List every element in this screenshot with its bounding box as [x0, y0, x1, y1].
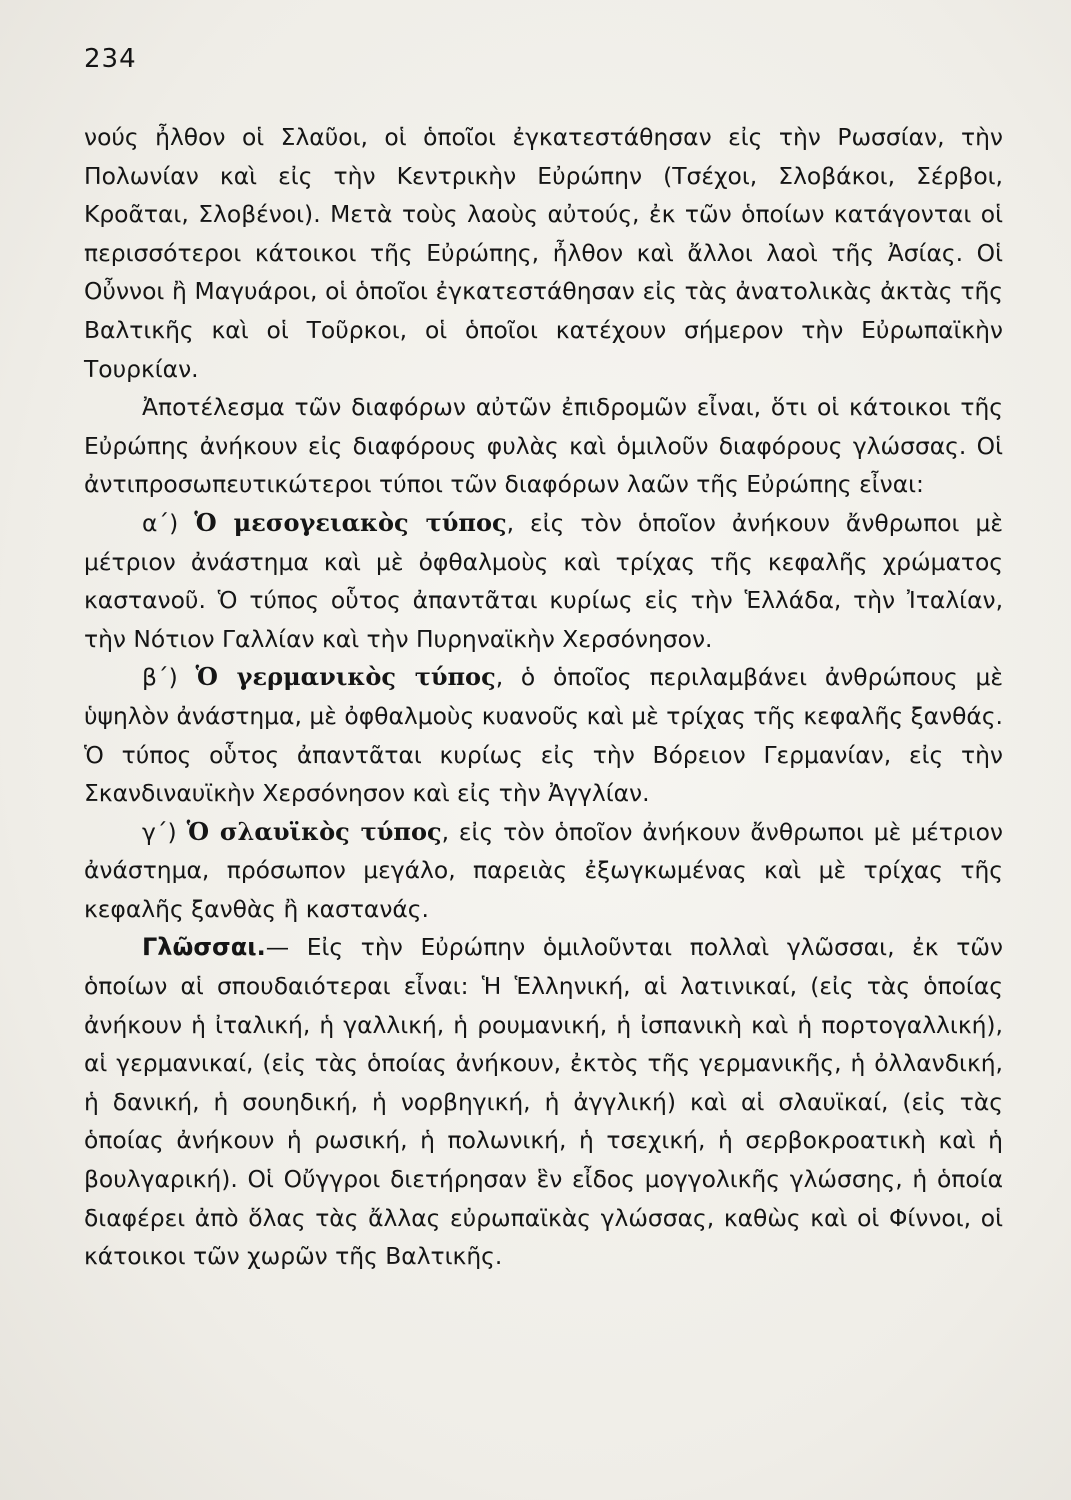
slavic-type-title: Ὁ σλαυϊκὸς τύπος	[186, 816, 442, 846]
paragraph-germanic-type	[84, 658, 1003, 812]
paragraph-languages	[84, 928, 1003, 1275]
germanic-type-title: Ὁ γερμανικὸς τύπος	[195, 662, 496, 692]
paragraph-result: Ἀποτέλεσμα τῶν διαφόρων αὐτῶν ἐπιδρομῶν εἶναι, ὅτι οἱ κάτοικοι τῆς Εὐρώπης ἀνήκουν εἰς διαφόρους φυλὰς καὶ ὁμιλοῦν διαφόρους γλώσσας. Οἱ ἀντιπροσωπευτικώτεροι τύποι τῶν διαφόρων λαῶν τῆς Εὐρώπης εἶναι:	[84, 393, 1003, 499]
languages-heading: Γλῶσσαι.	[142, 933, 266, 962]
languages-text: — Εἰς τὴν Εὐρώπην ὁμιλοῦνται πολλαὶ γλῶσσαι, ἐκ τῶν ὁποίων αἱ σπουδαιότεραι εἶναι: Ἡ Ἑλληνική, αἱ λατινικαί, (εἰς τὰς ὁποίας ἀνήκουν ἡ ἰταλική, ἡ γαλλική, ἡ ρουμανική, ἡ ἰσπανικὴ καὶ ἡ πορτογαλλική), αἱ γερμανικαί, (εἰς τὰς ὁποίας ἀνήκουν, ἐκτὸς τῆς γερμανικῆς, ἡ ὀλλανδική, ἡ δανική, ἡ σουηδική, ἡ νορβηγική, ἡ ἀγγλική) καὶ αἱ σλαυϊκαί, (εἰς τὰς ὁποίας ἀνήκουν ἡ ρωσική, ἡ πολωνική, ἡ τσεχική, ἡ σερβοκροατικὴ καὶ ἡ βουλγαρική). Οἱ Οὔγγροι διετήρησαν ἓν εἶδος μογγολικῆς γλώσσης, ἡ ὁποία διαφέρει ἀπὸ ὅλας τὰς ἄλλας εὐρωπαϊκὰς γλώσσας, καθὼς καὶ οἱ Φίννοι, οἱ κάτοικοι τῶν χωρῶν τῆς Βαλτικῆς.	[84, 933, 1003, 1271]
paragraph-invasions: νούς ἦλθον οἱ Σλαῦοι, οἱ ὁποῖοι ἐγκατεστάθησαν εἰς τὴν Ρωσσίαν, τὴν Πολωνίαν καὶ εἰς τὴν Κεντρικὴν Εὐρώπην (Τσέχοι, Σλοβάκοι, Σέρβοι, Κροᾶται, Σλοβένοι). Μετὰ τοὺς λαοὺς αὐτούς, ἐκ τῶν ὁποίων κατάγονται οἱ περισσότεροι κάτοικοι τῆς Εὐρώπης, ἦλθον καὶ ἄλλοι λαοὶ τῆς Ἀσίας. Οἱ Οὖννοι ἢ Μαγυάροι, οἱ ὁποῖοι ἐγκατεστάθησαν εἰς τὰς ἀνατολικὰς ἀκτὰς τῆς Βαλτικῆς καὶ οἱ Τοῦρκοι, οἱ ὁποῖοι κατέχουν σήμερον τὴν Εὐρωπαϊκὴν Τουρκίαν.	[84, 123, 1003, 383]
paragraph-mediterranean-type	[84, 504, 1003, 658]
item-label-b: β΄)	[142, 663, 178, 692]
item-label-a: α΄)	[142, 508, 179, 537]
mediterranean-type-title: Ὁ μεσογειακὸς τύπος	[194, 507, 507, 537]
body-text	[84, 118, 1003, 1276]
page-number: 234	[84, 44, 137, 74]
slavic-type-text: , εἰς τὸν ὁποῖον ἀνήκουν ἄνθρωποι μὲ μέτριον ἀνάστημα, πρόσωπον μεγάλο, παρειὰς ἐξωγκωμένας καὶ μὲ τρίχας τῆς κεφαλῆς ξανθὰς ἢ καστανάς.	[84, 817, 1003, 923]
germanic-type-text: , ὁ ὁποῖος περιλαμβάνει ἀνθρώπους μὲ ὑψηλὸν ἀνάστημα, μὲ ὀφθαλμοὺς κυανοῦς καὶ μὲ τρίχας τῆς κεφαλῆς ξανθάς. Ὁ τύπος οὗτος ἀπαντᾶται κυρίως εἰς τὴν Βόρειον Γερμανίαν, εἰς τὴν Σκανδιναυϊκὴν Χερσόνησον καὶ εἰς τὴν Ἀγγλίαν.	[84, 663, 1004, 808]
paragraph-slavic-type	[84, 813, 1003, 929]
mediterranean-type-text: , εἰς τὸν ὁποῖον ἀνήκουν ἄνθρωποι μὲ μέτριον ἀνάστημα καὶ μὲ ὀφθαλμοὺς καὶ τρίχας τῆς κεφαλῆς χρώματος καστανοῦ. Ὁ τύπος οὗτος ἀπαντᾶται κυρίως εἰς τὴν Ἑλλάδα, τὴν Ἰταλίαν, τὴν Νότιον Γαλλίαν καὶ τὴν Πυρηναϊκὴν Χερσόνησον.	[84, 508, 1004, 653]
item-label-c: γ΄)	[142, 817, 177, 846]
